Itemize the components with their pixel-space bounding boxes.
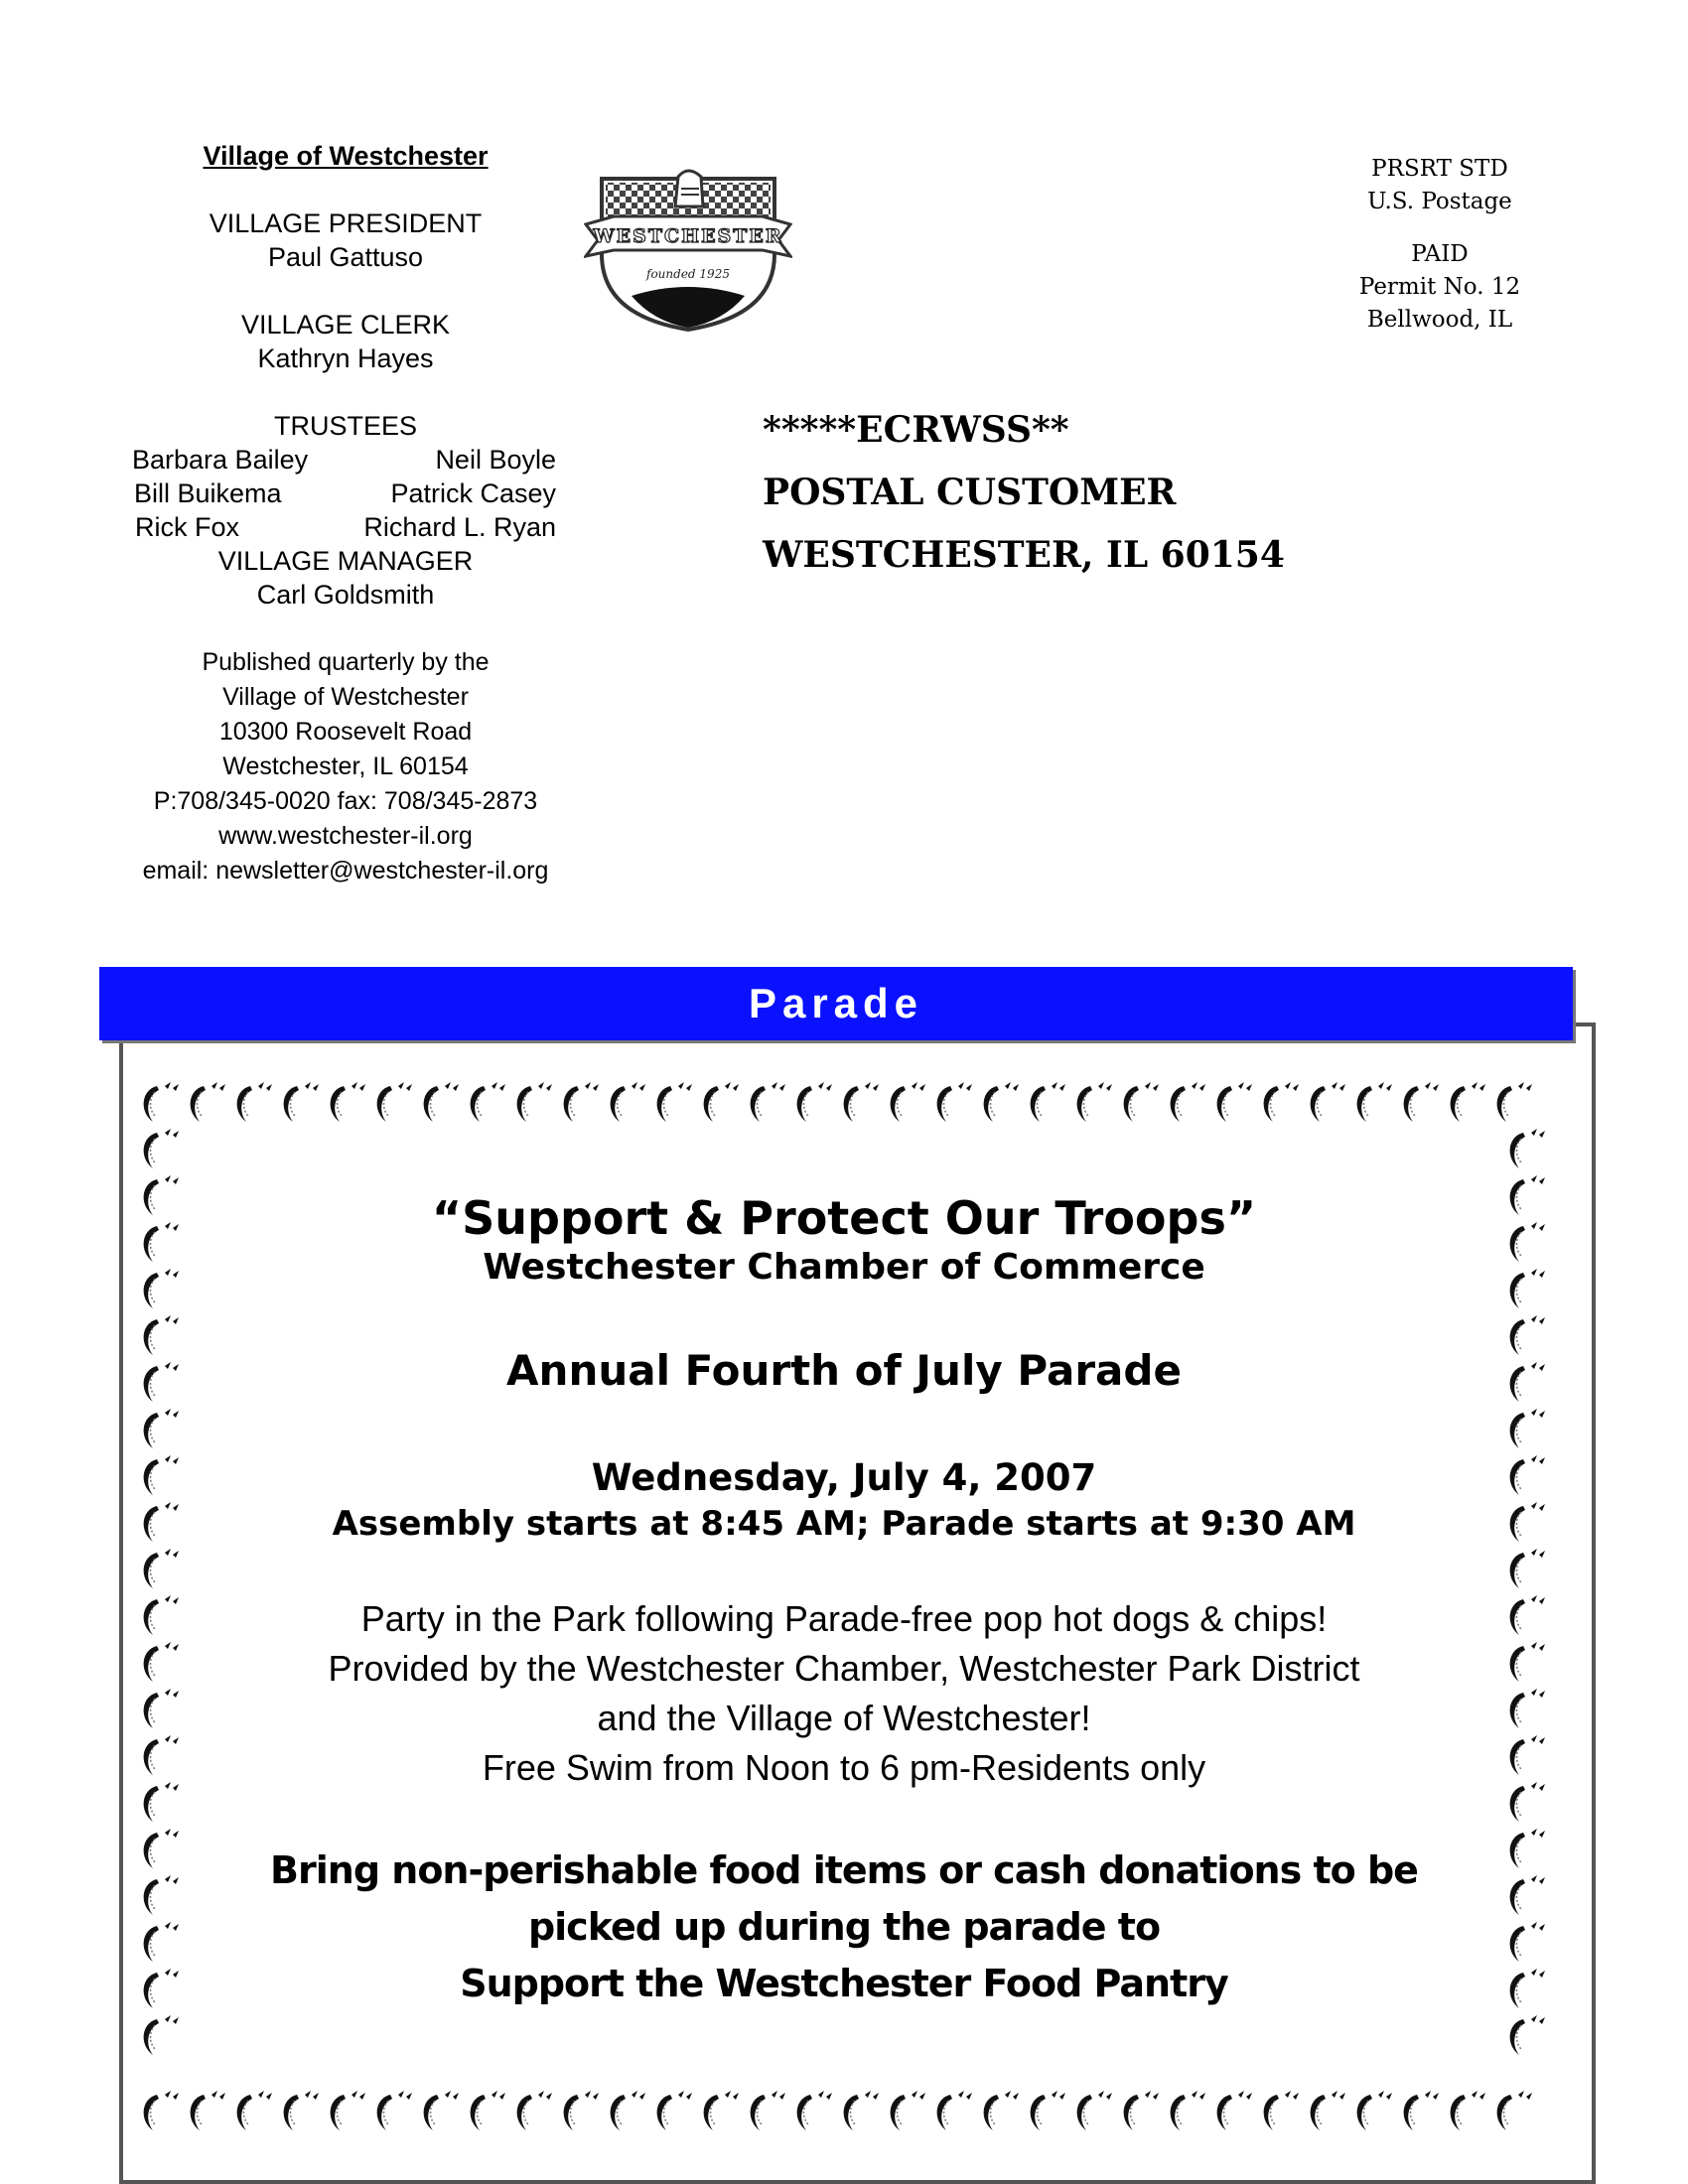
manager-role: VILLAGE MANAGER <box>217 546 474 576</box>
postage-line: Bellwood, IL <box>1366 307 1513 333</box>
border-ornament-icon <box>1404 1082 1439 1122</box>
border-ornament-icon <box>471 1082 505 1122</box>
border-ornament-icon <box>611 1082 645 1122</box>
border-ornament-icon <box>1311 1082 1345 1122</box>
address-line: WESTCHESTER, IL 60154 <box>763 534 1285 576</box>
border-ornament-icon <box>1077 1082 1112 1122</box>
postage-line: U.S. Postage <box>1367 189 1512 214</box>
border-ornament-icon <box>751 2091 785 2130</box>
emblem-name: WESTCHESTER <box>593 225 783 247</box>
border-ornament-icon <box>517 2091 552 2130</box>
party-line: and the Village of Westchester! <box>597 1698 1091 1738</box>
village-title: Village of Westchester <box>203 141 489 171</box>
border-ornament-icon <box>144 2091 179 2130</box>
border-ornament-icon <box>144 1362 179 1402</box>
border-ornament-icon <box>1510 1829 1545 1868</box>
border-ornament-icon <box>1510 1549 1545 1588</box>
publication-info <box>107 645 584 888</box>
border-ornament-icon <box>191 1082 225 1122</box>
border-ornament-icon <box>797 2091 832 2130</box>
border-ornament-icon <box>1357 1082 1392 1122</box>
border-ornament-icon <box>144 1782 179 1822</box>
border-ornament-icon <box>1451 2091 1485 2130</box>
party-line: Provided by the Westchester Chamber, Westchester Park District <box>328 1648 1360 1689</box>
trustee-name: Neil Boyle <box>435 445 556 475</box>
border-ornament-icon <box>1510 1315 1545 1355</box>
border-ornament-icon <box>237 1082 272 1122</box>
border-ornament-icon <box>1031 1082 1065 1122</box>
flyer-event: Annual Fourth of July Parade <box>506 1346 1182 1395</box>
parade-flyer <box>228 1191 1460 2012</box>
flyer-times: Assembly starts at 8:45 AM; Parade starts at 9:30 AM <box>332 1504 1356 1544</box>
border-ornament-icon <box>1311 2091 1345 2130</box>
border-ornament-icon <box>751 1082 785 1122</box>
publication-phone-fax: P:708/345-0020 fax: 708/345-2873 <box>153 787 538 815</box>
border-ornament-icon <box>1510 2015 1545 2055</box>
trustee-name: Richard L. Ryan <box>363 512 556 542</box>
border-ornament-icon <box>1357 2091 1392 2130</box>
border-ornament-icon <box>937 2091 972 2130</box>
border-ornament-icon <box>144 1875 179 1915</box>
border-ornament-icon <box>1124 2091 1159 2130</box>
border-ornament-icon <box>144 1455 179 1495</box>
border-ornament-icon <box>1510 1269 1545 1308</box>
masthead <box>107 139 584 888</box>
border-ornament-icon <box>144 1922 179 1962</box>
border-ornament-icon <box>1171 2091 1205 2130</box>
postage-line: Permit No. 12 <box>1358 274 1521 300</box>
border-ornament-icon <box>564 2091 599 2130</box>
address-line: *****ECRWSS** <box>763 409 1069 451</box>
publication-city: Westchester, IL 60154 <box>222 752 469 780</box>
border-ornament-icon <box>1510 1689 1545 1728</box>
border-ornament-icon <box>144 1129 179 1168</box>
border-ornament-icon <box>844 2091 879 2130</box>
border-ornament-icon <box>331 1082 365 1122</box>
border-ornament-icon <box>984 2091 1019 2130</box>
border-ornament-icon <box>797 1082 832 1122</box>
border-ornament-icon <box>1510 1782 1545 1822</box>
trustee-name: Rick Fox <box>135 512 240 542</box>
border-ornament-icon <box>144 1315 179 1355</box>
border-ornament-icon <box>1264 2091 1299 2130</box>
border-ornament-icon <box>144 1549 179 1588</box>
border-ornament-icon <box>424 2091 459 2130</box>
border-ornament-icon <box>1404 2091 1439 2130</box>
border-ornament-icon <box>1497 2091 1532 2130</box>
border-ornament-icon <box>144 1175 179 1215</box>
village-emblem-icon <box>584 167 792 334</box>
border-ornament-icon <box>237 2091 272 2130</box>
clerk-name: Kathryn Hayes <box>257 343 434 373</box>
border-ornament-icon <box>144 1082 179 1122</box>
border-ornament-icon <box>424 1082 459 1122</box>
appeal-line: Bring non-perishable food items or cash donations to be <box>270 1848 1418 1892</box>
border-ornament-icon <box>1077 2091 1112 2130</box>
border-ornament-icon <box>191 2091 225 2130</box>
flyer-headline: “Support & Protect Our Troops” <box>431 1191 1257 1245</box>
border-ornament-icon <box>144 1502 179 1542</box>
trustees-list <box>107 443 584 544</box>
border-ornament-icon <box>1510 1969 1545 2008</box>
flyer-date: Wednesday, July 4, 2007 <box>591 1456 1097 1499</box>
border-ornament-icon <box>1510 1735 1545 1775</box>
postage-line: PRSRT STD <box>1371 156 1508 182</box>
border-ornament-icon <box>1451 1082 1485 1122</box>
party-line: Free Swim from Noon to 6 pm-Residents only <box>482 1747 1206 1788</box>
border-ornament-icon <box>1124 1082 1159 1122</box>
address-line: POSTAL CUSTOMER <box>763 472 1177 513</box>
border-ornament-icon <box>657 1082 692 1122</box>
party-line: Party in the Park following Parade-free pop hot dogs & chips! <box>360 1598 1328 1639</box>
trustee-name: Barbara Bailey <box>132 445 309 475</box>
border-ornament-icon <box>377 1082 412 1122</box>
postage-line: PAID <box>1411 241 1469 267</box>
border-ornament-icon <box>937 1082 972 1122</box>
border-ornament-icon <box>144 1829 179 1868</box>
border-ornament-icon <box>1510 1595 1545 1635</box>
trustee-name: Bill Buikema <box>134 478 282 508</box>
border-ornament-icon <box>144 2015 179 2055</box>
flyer-appeal <box>228 1843 1460 2012</box>
postage-indicia <box>1331 153 1549 337</box>
border-ornament-icon <box>1264 1082 1299 1122</box>
trustee-name: Patrick Casey <box>390 478 556 508</box>
border-ornament-icon <box>891 2091 925 2130</box>
border-ornament-icon <box>704 2091 739 2130</box>
border-ornament-icon <box>891 1082 925 1122</box>
border-ornament-icon <box>1510 1455 1545 1495</box>
emblem-founded: founded 1925 <box>646 267 730 281</box>
section-banner: Parade <box>99 967 1573 1040</box>
border-ornament-icon <box>1217 2091 1252 2130</box>
manager-name: Carl Goldsmith <box>256 580 435 610</box>
border-ornament-icon <box>471 2091 505 2130</box>
border-ornament-icon <box>144 1222 179 1262</box>
president-name: Paul Gattuso <box>267 242 424 272</box>
border-ornament-icon <box>144 1595 179 1635</box>
border-ornament-icon <box>331 2091 365 2130</box>
border-ornament-icon <box>1497 1082 1532 1122</box>
border-ornament-icon <box>657 2091 692 2130</box>
trustees-role: TRUSTEES <box>273 411 418 441</box>
border-ornament-icon <box>611 2091 645 2130</box>
border-ornament-icon <box>564 1082 599 1122</box>
appeal-line: picked up during the parade to <box>527 1905 1161 1949</box>
publication-email[interactable]: email: newsletter@westchester-il.org <box>142 857 549 885</box>
border-ornament-icon <box>1510 1362 1545 1402</box>
border-ornament-icon <box>377 2091 412 2130</box>
border-ornament-icon <box>1171 1082 1205 1122</box>
border-ornament-icon <box>144 1689 179 1728</box>
border-ornament-icon <box>704 1082 739 1122</box>
border-ornament-icon <box>1510 1642 1545 1682</box>
border-ornament-icon <box>284 1082 319 1122</box>
border-ornament-icon <box>284 2091 319 2130</box>
border-ornament-icon <box>1510 1222 1545 1262</box>
publication-line: Village of Westchester <box>222 683 469 711</box>
publication-line: Published quarterly by the <box>202 648 490 676</box>
border-ornament-icon <box>144 1642 179 1682</box>
border-ornament-icon <box>984 1082 1019 1122</box>
border-ornament-icon <box>517 1082 552 1122</box>
appeal-line: Support the Westchester Food Pantry <box>460 1962 1228 2005</box>
clerk-role: VILLAGE CLERK <box>240 310 451 340</box>
border-ornament-icon <box>144 1969 179 2008</box>
border-ornament-icon <box>1031 2091 1065 2130</box>
publication-website[interactable]: www.westchester-il.org <box>218 822 473 850</box>
border-ornament-icon <box>1510 1175 1545 1215</box>
border-ornament-icon <box>1510 1875 1545 1915</box>
border-ornament-icon <box>1510 1129 1545 1168</box>
border-ornament-icon <box>1510 1922 1545 1962</box>
border-ornament-icon <box>844 1082 879 1122</box>
flyer-sponsor: Westchester Chamber of Commerce <box>483 1247 1205 1288</box>
border-ornament-icon <box>144 1735 179 1775</box>
border-ornament-icon <box>1510 1502 1545 1542</box>
border-ornament-icon <box>144 1409 179 1448</box>
border-ornament-icon <box>1217 1082 1252 1122</box>
border-ornament-icon <box>1510 1409 1545 1448</box>
flyer-party-info <box>228 1594 1460 1793</box>
president-role: VILLAGE PRESIDENT <box>209 208 483 238</box>
border-ornament-icon <box>144 1269 179 1308</box>
publication-address: 10300 Roosevelt Road <box>218 718 473 746</box>
address-block <box>763 399 1285 587</box>
